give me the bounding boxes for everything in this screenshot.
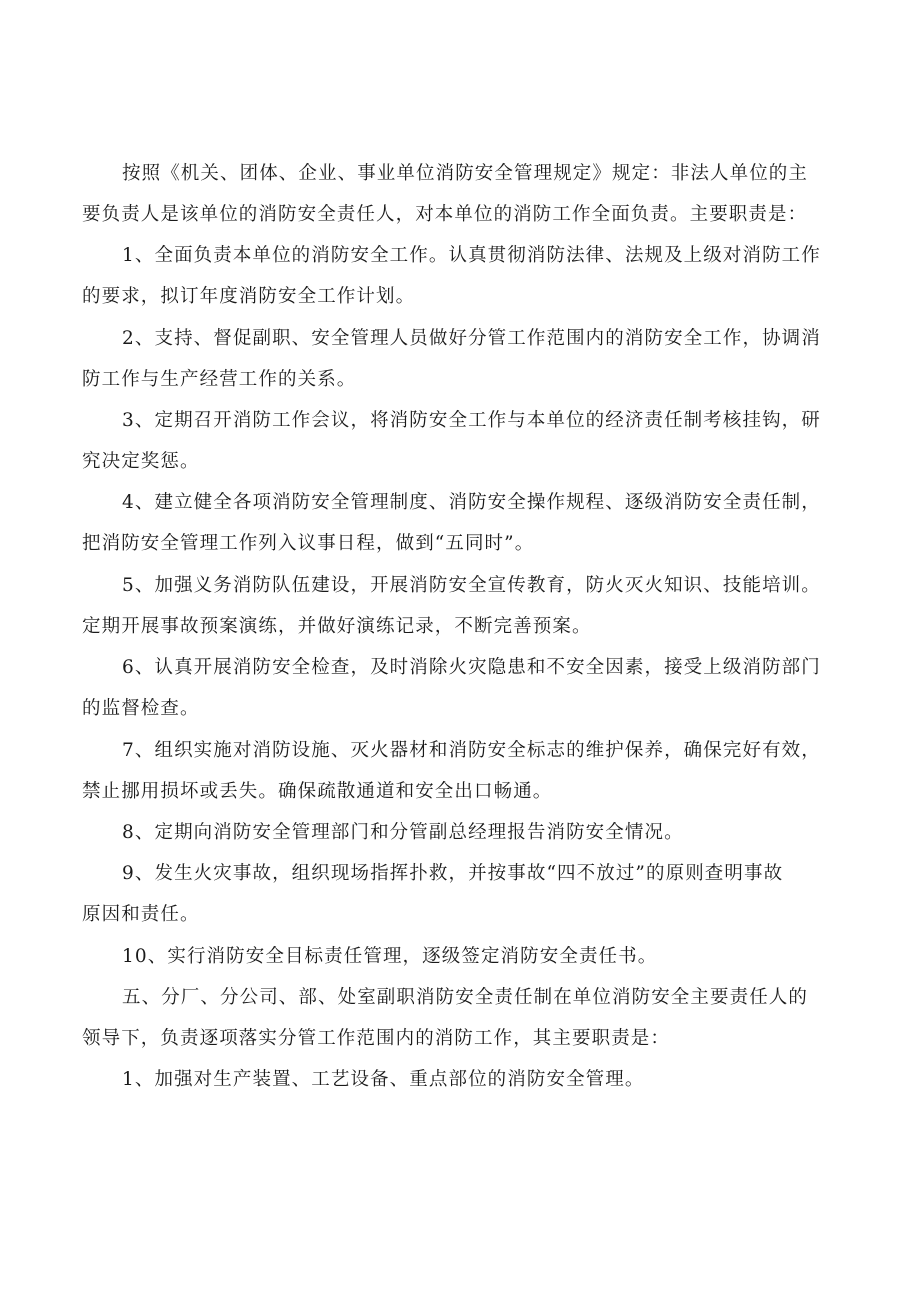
paragraph-section-5 (82, 977, 822, 1059)
paragraph-line: 8、定期向消防安全管理部门和分管副总经理报告消防安全情况。 (122, 822, 684, 843)
paragraph-line: 禁止挪用损坏或丢失。确保疏散通道和安全出口畅通。 (82, 781, 553, 802)
paragraph-line: 五、分厂、分公司、部、处室副职消防安全责任制在单位消防安全主要责任人的 (122, 987, 809, 1008)
paragraph-item-6 (82, 647, 822, 729)
paragraph-line: 10、实行消防安全目标责任管理，逐级签定消防安全责任书。 (122, 946, 658, 967)
paragraph-line: 究决定奖惩。 (82, 451, 200, 472)
paragraph-line: 的要求，拟订年度消防安全工作计划。 (82, 286, 416, 307)
paragraph-line: 防工作与生产经营工作的关系。 (82, 369, 357, 390)
paragraph-line: 5、加强义务消防队伍建设，开展消防安全宣传教育，防火灭火知识、技能培训。 (122, 575, 821, 596)
paragraph-item-7 (82, 730, 822, 812)
paragraph-line: 2、支持、督促副职、安全管理人员做好分管工作范围内的消防安全工作，协调消 (122, 328, 821, 349)
paragraph-item-9 (82, 853, 822, 935)
paragraph-item-5 (82, 565, 822, 647)
paragraph-line: 领导下，负责逐项落实分管工作范围内的消防工作，其主要职责是： (82, 1028, 671, 1049)
paragraph-item-10 (82, 936, 822, 977)
paragraph-line: 1、全面负责本单位的消防安全工作。认真贯彻消防法律、法规及上级对消防工作 (122, 245, 821, 266)
paragraph-line: 6、认真开展消防安全检查，及时消除火灾隐患和不安全因素，接受上级消防部门 (122, 657, 821, 678)
paragraph-item-1 (82, 235, 822, 317)
paragraph-line: 4、建立健全各项消防安全管理制度、消防安全操作规程、逐级消防安全责任制， (122, 492, 821, 513)
paragraph-section-5-item-1 (82, 1059, 822, 1100)
paragraph-line: 要负责人是该单位的消防安全责任人，对本单位的消防工作全面负责。主要职责是： (82, 204, 808, 225)
paragraph-item-4 (82, 482, 822, 564)
paragraph-item-2 (82, 318, 822, 400)
paragraph-line: 按照《机关、团体、企业、事业单位消防安全管理规定》规定：非法人单位的主 (122, 163, 809, 184)
paragraph-line: 的监督检查。 (82, 698, 200, 719)
paragraph-item-8 (82, 812, 822, 853)
paragraph-intro (82, 153, 822, 235)
paragraph-line: 3、定期召开消防工作会议，将消防安全工作与本单位的经济责任制考核挂钩，研 (122, 410, 821, 431)
paragraph-line: 把消防安全管理工作列入议事日程，做到“五同时”。 (82, 533, 535, 554)
paragraph-line: 7、组织实施对消防设施、灭火器材和消防安全标志的维护保养，确保完好有效， (122, 740, 821, 761)
paragraph-line: 原因和责任。 (82, 904, 200, 925)
paragraph-line: 9、发生火灾事故，组织现场指挥扑救，并按事故“四不放过”的原则查明事故 (122, 863, 784, 884)
paragraph-item-3 (82, 400, 822, 482)
paragraph-line: 1、加强对生产装置、工艺设备、重点部位的消防安全管理。 (122, 1069, 645, 1090)
paragraph-line: 定期开展事故预案演练，并做好演练记录，不断完善预案。 (82, 616, 592, 637)
